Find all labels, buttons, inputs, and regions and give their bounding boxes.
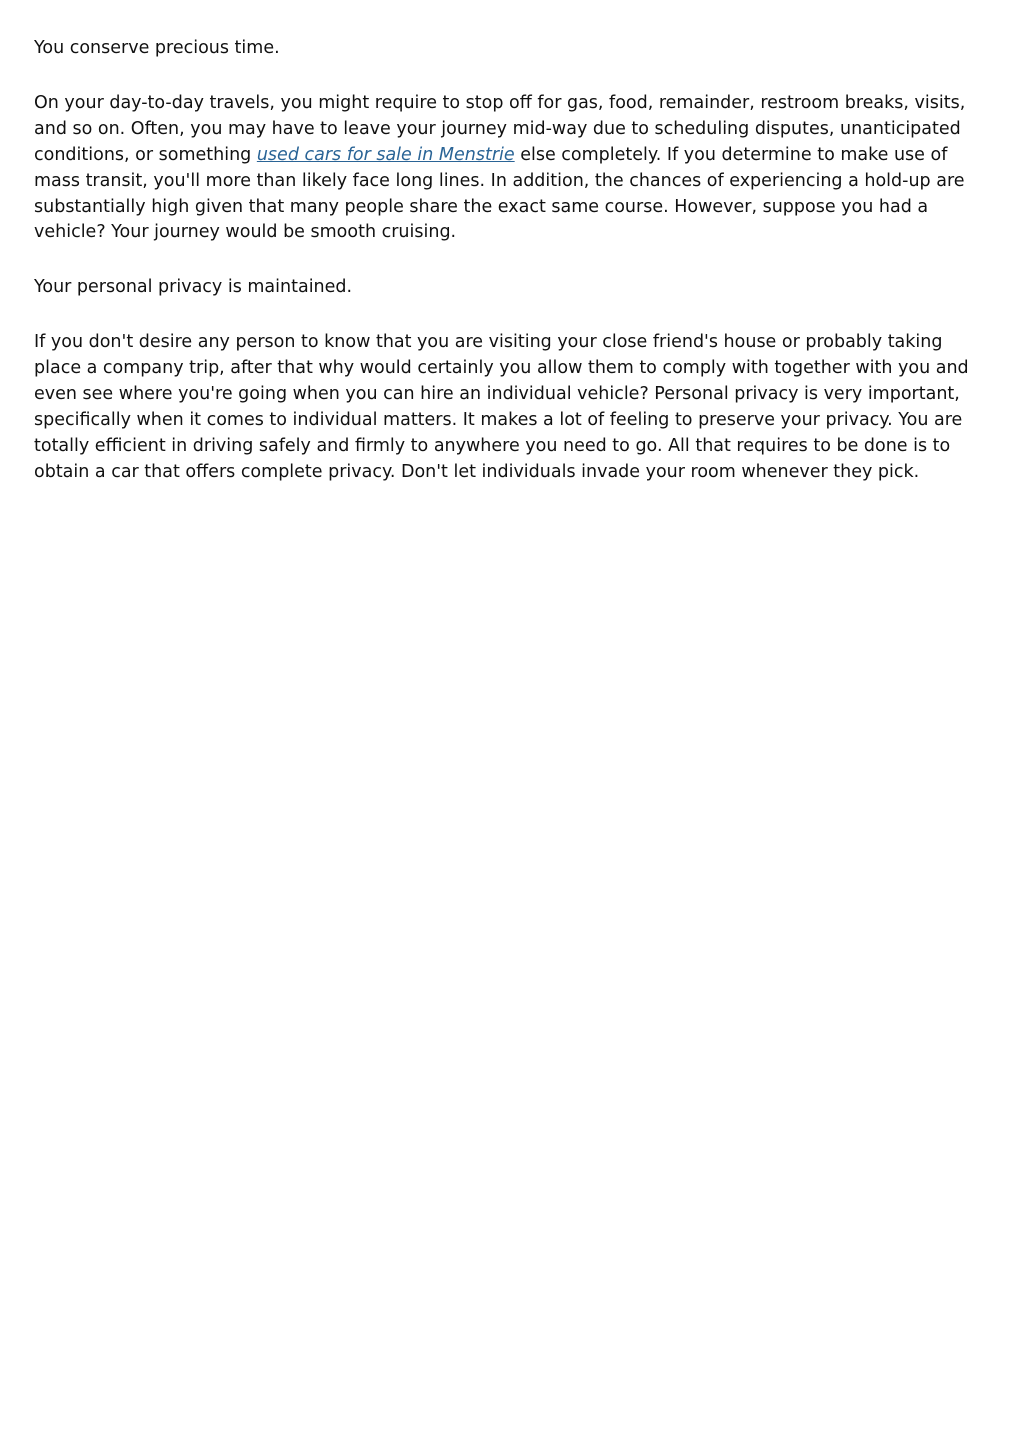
heading-time: [34, 36, 994, 62]
heading-privacy: [34, 275, 994, 301]
heading-time-text: You conserve precious time.: [34, 38, 280, 58]
paragraph-travel-after-link: else completely. If you determine to make use of mass transit, you'll more than likely face long lines. In addition, the chances of experiencing a hold-up are substantially high given that many people share the exact same course. However, suppose you had a vehicle? Your journey would be smooth cruising.: [34, 144, 965, 243]
paragraph-travel-before-link: On your day-to-day travels, you might require to stop off for gas, food, remainder, restroom breaks, visits, and so on. Often, you may have to leave your journey mid-way due to scheduling disputes, unanticipated conditions, or something: [34, 92, 966, 165]
used-cars-link[interactable]: used cars for sale in Menstrie: [256, 144, 515, 165]
paragraph-travel: [34, 91, 994, 246]
heading-privacy-text: Your personal privacy is maintained.: [34, 277, 353, 298]
paragraph-privacy-text: If you don't desire any person to know that you are visiting your close friend's house or probably taking place a company trip, after that why would certainly you allow them to comply with together with you and even see where you're going when you can hire an individual vehicle? Personal privacy is very important, specifically when it comes to individual matters. It makes a lot of feeling to preserve your privacy. You are totally efficient in driving safely and firmly to anywhere you need to go. All that requires to be done is to obtain a car that offers complete privacy. Don't let individuals invade your room whenever they pick.: [34, 332, 969, 482]
paragraph-privacy: [34, 330, 994, 485]
article-body: [34, 36, 994, 515]
